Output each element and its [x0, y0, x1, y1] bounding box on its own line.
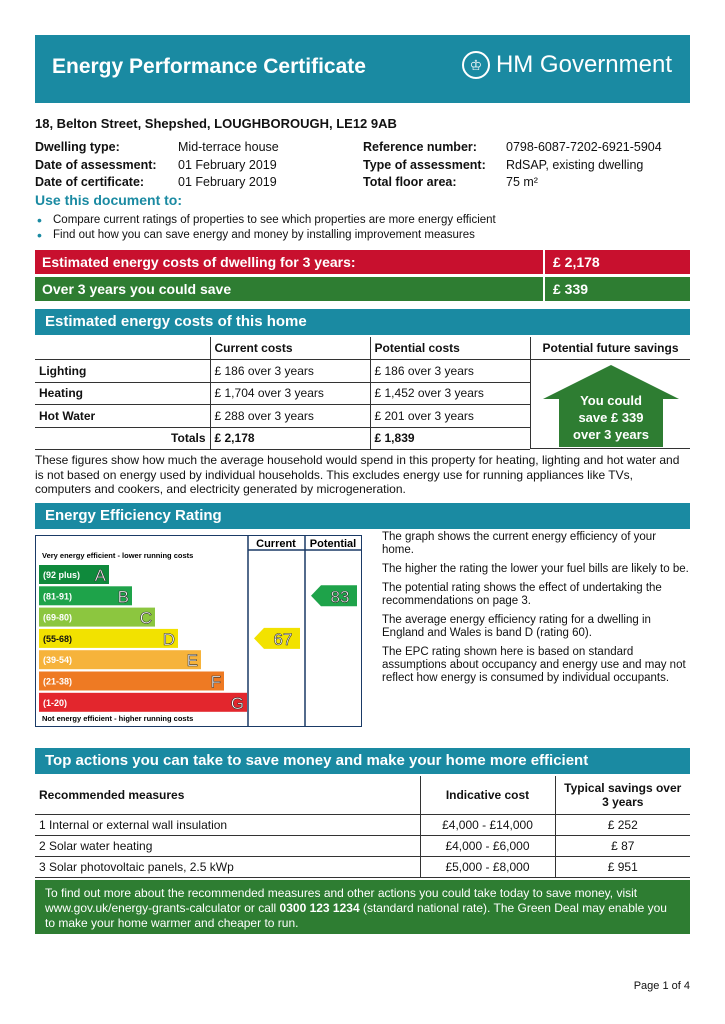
band-letter: B: [117, 587, 129, 607]
band-letter: G: [230, 693, 244, 713]
meta-value: 01 February 2019: [178, 157, 277, 172]
band-letter: C: [139, 608, 152, 628]
meta-row: [35, 139, 279, 157]
saving-cell: £ 87: [555, 835, 690, 856]
cost-cell: £4,000 - £14,000: [420, 814, 555, 835]
meta-key: Date of assessment:: [35, 157, 157, 172]
meta-value: 0798-6087-7202-6921-5904: [506, 140, 662, 154]
footer-text-a: To find out more about the recommended measures and other actions you could take today to save money, visit www.gov.uk/energy-grants-calculator or call: [45, 886, 638, 915]
band-range: (55-68): [43, 633, 73, 644]
measure-cell: 3 Solar photovoltaic panels, 2.5 kWp: [39, 859, 234, 874]
meta-key: Reference number:: [363, 140, 477, 154]
band-range: (39-54): [43, 655, 73, 666]
blank-header: [35, 337, 210, 360]
eer-section-title: Energy Efficiency Rating: [35, 503, 690, 529]
rating-chart-svg: [36, 536, 361, 726]
arrow-line-3: over 3 years: [573, 427, 649, 442]
meta-key: Dwelling type:: [35, 140, 120, 154]
table-row: [35, 856, 690, 877]
table-row: [35, 814, 690, 835]
property-address: 18, Belton Street, Shepshed, LOUGHBOROUGH, LE12 9AB: [35, 116, 397, 131]
band-g: [39, 693, 247, 712]
estimated-costs-value: £ 2,178: [545, 250, 690, 274]
cost-cell: £4,000 - £6,000: [420, 835, 555, 856]
measure-cell: 1 Internal or external wall insulation: [39, 817, 228, 832]
saving-header: Typical savings over 3 years: [555, 776, 690, 814]
meta-row: [363, 157, 662, 175]
total-current: £ 2,178: [210, 427, 370, 450]
eer-paragraph: The higher the rating the lower your fuel bills are likely to be.: [382, 563, 689, 575]
table-row: [35, 360, 530, 383]
meta-key: Date of certificate:: [35, 175, 145, 189]
meta-value: 01 February 2019: [178, 175, 277, 189]
band-range: (81-91): [43, 591, 73, 602]
totals-label: Totals: [171, 431, 206, 446]
cost-cell: £5,000 - £8,000: [420, 856, 555, 877]
measure-cell: 2 Solar water heating: [39, 838, 153, 853]
band-range: (69-80): [43, 612, 73, 623]
page-title: Energy Performance Certificate: [52, 55, 366, 78]
top-label: Very energy efficient - lower running costs: [42, 551, 194, 560]
meta-left: [35, 139, 279, 192]
eer-explanation: [382, 531, 690, 691]
row-label: Heating: [39, 386, 84, 401]
band-range: (21-38): [43, 676, 73, 687]
row-potential: £ 201 over 3 years: [370, 405, 530, 428]
eer-paragraph: The graph shows the current energy efficiency of your home.: [382, 531, 657, 556]
meta-value: Mid-terrace house: [178, 140, 279, 154]
actions-table: [35, 776, 690, 878]
table-header-row: [35, 337, 530, 360]
page-number: Page 1 of 4: [633, 980, 690, 992]
costs-table: [35, 337, 530, 450]
meta-row: [35, 157, 279, 175]
current-costs-header: Current costs: [210, 337, 370, 360]
potential-costs-header: Potential costs: [370, 337, 530, 360]
list-item: • Compare current ratings of properties to see which properties are more energy efficient: [35, 213, 496, 228]
phone-number[interactable]: 0300 123 1234: [279, 901, 360, 915]
potential-header: Potential: [309, 538, 357, 550]
meta-row: [363, 139, 662, 157]
row-potential: £ 1,452 over 3 years: [370, 382, 530, 405]
meta-right: [363, 139, 662, 192]
certificate-header: [35, 35, 690, 103]
potential-rating-value: 83: [330, 587, 350, 607]
arrow-line-2: save £ 339: [578, 410, 644, 425]
row-label: Hot Water: [39, 408, 96, 423]
table-row: [35, 405, 530, 428]
row-label: Lighting: [39, 363, 87, 378]
meta-value: RdSAP, existing dwelling: [506, 157, 644, 172]
actions-section-title: Top actions you can take to save money and make your home more efficient: [35, 748, 690, 774]
band-letter: E: [186, 651, 198, 671]
eer-paragraph: The potential rating shows the effect of undertaking the recommendations on page 3.: [382, 582, 662, 607]
footer-text-b: (standard national rate). The Green Deal may enable you to make your home warmer and cheaper to run.: [45, 901, 667, 930]
efficiency-rating-chart: [35, 535, 362, 727]
estimated-costs-label: Estimated energy costs of dwelling for 3 years:: [35, 250, 543, 274]
totals-row: [35, 427, 530, 450]
band-range: (1-20): [43, 697, 68, 708]
eer-paragraph: The average energy efficiency rating for a dwelling in England and Wales is band D (rating 60).: [382, 614, 651, 639]
costs-note: These figures show how much the average household would spend in this property for heating, lighting and hot water and is not based on energy used by individual households. This excludes energy use for running appliances like TVs, computers and cookers, and electricity generated by microgeneration.: [35, 453, 680, 496]
use-title: Use this document to:: [35, 192, 183, 208]
list-item: • Find out how you can save energy and money by installing improvement measures: [35, 228, 496, 243]
table-row: [35, 835, 690, 856]
current-header: Current: [256, 538, 296, 550]
cost-header: Indicative cost: [420, 776, 555, 814]
meta-key: Total floor area:: [363, 175, 457, 189]
meta-row: [35, 174, 279, 192]
hm-government-label: HM Government: [495, 51, 672, 78]
rating-bands: [39, 565, 247, 713]
measure-header: Recommended measures: [39, 787, 185, 802]
estimated-costs-bar: [35, 250, 690, 274]
savings-label: Over 3 years you could save: [35, 277, 543, 301]
row-current: £ 1,704 over 3 years: [210, 382, 370, 405]
crest-icon: ♔: [462, 51, 490, 79]
bottom-label: Not energy efficient - higher running costs: [42, 714, 194, 723]
hm-government-logo: [462, 51, 672, 79]
meta-value: 75 m²: [506, 175, 538, 189]
band-letter: F: [210, 672, 221, 692]
green-deal-info: [35, 880, 690, 934]
table-row: [35, 382, 530, 405]
meta-row: [363, 174, 662, 192]
saving-cell: £ 951: [555, 856, 690, 877]
arrow-line-1: You could: [580, 393, 642, 408]
future-savings-header: Potential future savings: [531, 337, 690, 360]
savings-bar: [35, 277, 690, 301]
use-list: [35, 213, 496, 243]
savings-arrow-icon: [541, 365, 681, 447]
table-header-row: [35, 776, 690, 814]
meta-key: Type of assessment:: [363, 157, 486, 172]
band-letter: A: [94, 566, 106, 585]
row-current: £ 186 over 3 years: [210, 360, 370, 383]
costs-section-title: Estimated energy costs of this home: [35, 309, 690, 335]
band-letter: D: [162, 629, 175, 649]
saving-cell: £ 252: [555, 814, 690, 835]
savings-value: £ 339: [545, 277, 690, 301]
band-range: (92 plus): [43, 570, 81, 580]
potential-future-savings: [530, 337, 690, 449]
row-potential: £ 186 over 3 years: [370, 360, 530, 383]
total-potential: £ 1,839: [370, 427, 530, 450]
eer-paragraph: The EPC rating shown here is based on standard assumptions about occupancy and energy use and may not reflect how energy is consumed by individual occupants.: [382, 646, 686, 684]
current-rating-value: 67: [273, 629, 293, 649]
row-current: £ 288 over 3 years: [210, 405, 370, 428]
